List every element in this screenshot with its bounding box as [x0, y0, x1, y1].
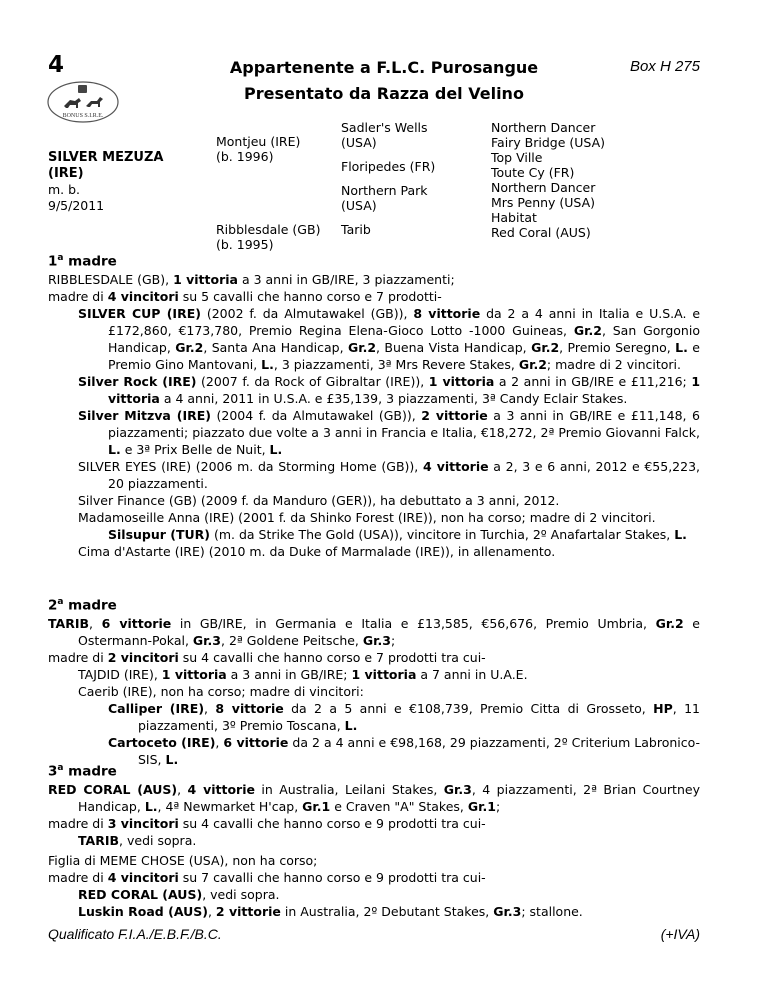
gen2-item: Northern Park: [341, 183, 428, 198]
gen2-item: Tarib: [341, 222, 371, 237]
gen3-item: Habitat: [491, 210, 537, 225]
horse-name-line1: SILVER MEZUZA: [48, 150, 164, 165]
dam-year: (b. 1995): [216, 237, 274, 252]
horse-info: [48, 150, 163, 214]
dam-name: Ribblesdale (GB): [216, 222, 321, 237]
footer-qualification: Qualificato F.I.A./E.B.F./B.C.: [48, 926, 222, 942]
presenter-title: Presentato da Razza del Velino: [244, 84, 524, 103]
gen3-item: Red Coral (AUS): [491, 225, 591, 240]
sire: [216, 134, 300, 164]
section-third-dam: 3$^a$ madre RED CORAL (AUS), 4 vittorie in Australia, Leilani Stakes, Gr.3, 4 piazzamenti, 2ª Brian Courtney Handicap, L., 4ª Newmarket H'cap, Gr.1 e Craven "A" Stakes, Gr.1; madre di 3 vincitori su 4 cavalli che hanno corso e 9 prodotti tra cui- TARIB, vedi sopra.: [48, 760, 700, 849]
horse-sex: m. b.: [48, 182, 81, 197]
footer-vat: (+IVA): [660, 926, 700, 942]
section-second-dam: 2$^a$ madre TARIB, 6 vittorie in GB/IRE, in Germania e Italia e £13,585, €56,676, Premio Umbria, Gr.2 e Ostermann-Pokal, Gr.3, 2ª Goldene Peitsche, Gr.3; madre di 2 vincitori su 4 cavalli che hanno corso e 7 prodotti tra cui- TAJDID (IRE), 1 vittoria a 3 anni in GB/IRE; 1 vittoria a 7 anni in U.A.E. Caerib (IRE), non ha corso; madre di vincitori: Calliper (IRE), 8 vittorie da 2 a 5 anni e €108,739, Premio Citta di Grosseto, HP, 11 piazzamenti, 3º Premio Toscana, L. Cartoceto (IRE), 6 vittorie da 2 a 4 anni e €98,168, 29 piazzamenti, 2º Criterium Labronico-SIS, L.: [48, 594, 700, 768]
gen2-item: (USA): [341, 135, 377, 150]
section-fourth-dam: Figlia di MEME CHOSE (USA), non ha corso; madre di 4 vincitori su 7 cavalli che hanno corso e 9 prodotti tra cui- RED CORAL (AUS), vedi sopra. Luskin Road (AUS), 2 vittorie in Australia, 2º Debutant Stakes, Gr.3; stallone.: [48, 853, 583, 919]
sire-name: Montjeu (IRE): [216, 134, 301, 149]
gen3: [491, 120, 605, 240]
gen3-item: Northern Dancer: [491, 180, 596, 195]
section-heading: 1$^a$ madre: [48, 253, 117, 270]
box-number: Box H 275: [629, 58, 700, 75]
gen2-item: (USA): [341, 198, 377, 213]
logo-text: BONUS S.I.R.E.: [62, 113, 104, 119]
sire-year: (b. 1996): [216, 149, 274, 164]
horse-name-line2: (IRE): [48, 166, 84, 181]
owner-title: Appartenente a F.L.C. Purosangue: [229, 58, 539, 77]
gen3-item: Northern Dancer: [491, 120, 596, 135]
gen3-item: Toute Cy (FR): [491, 165, 575, 180]
gen3-item: Fairy Bridge (USA): [491, 135, 606, 150]
dam: [216, 222, 320, 252]
section-heading: 2$^a$ madre: [48, 597, 117, 614]
gen2-item: Floripedes (FR): [341, 159, 436, 174]
section-first-dam: 1$^a$ madre RIBBLESDALE (GB), 1 vittoria a 3 anni in GB/IRE, 3 piazzamenti; madre di 4 vincitori su 5 cavalli che hanno corso e 7 prodotti- SILVER CUP (IRE) (2002 f. da Almutawakel (GB)), 8 vittorie da 2 a 4 anni in Italia e U.S.A. e £172,860, €173,780, Premio Regina Elena-Gioco Lotto -1000 Guineas, Gr.2, San Gorgonio Handicap, Gr.2, Santa Ana Handicap, Gr.2, Buena Vista Handicap, Gr.2, Premio Seregno, L. e Premio Gino Mantovani, L., 3 piazzamenti, 3ª Mrs Revere Stakes, Gr.2; madre di 2 vincitori. Silver Rock (IRE) (2007 f. da Rock of Gibraltar (IRE)), 1 vittoria a 2 anni in GB/IRE e £11,216; 1 vittoria a 4 anni, 2011 in U.S.A. e £35,139, 3 piazzamenti, 3ª Candy Eclair Stakes. Silver Mitzva (IRE) (2004 f. da Almutawakel (GB)), 2 vittorie a 3 anni in GB/IRE e £11,148, 6 piazzamenti; piazzato due volte a 3 anni in Francia e Italia, €18,272, 2ª Premio Giovanni Falck, L. e 3ª Prix Belle de Nuit, L. SILVER EYES (IRE) (2006 m. da Storming Home (GB)), 4 vittorie a 2, 3 e 6 anni, 2012 e €55,223, 20 piazzamenti. Silver Finance (GB) (2009 f. da Manduro (GER)), ha debuttato a 3 anni, 2012. Madamoseille Anna (IRE) (2001 f. da Shinko Forest (IRE)), non ha corso; madre di 2 vincitori. Silsupur (TUR) (m. da Strike The Gold (USA)), vincitore in Turchia, 2º Anafartalar Stakes, L. Cima d'Astarte (IRE) (2010 m. da Duke of Marmalade (IRE)), in allenamento.: [48, 250, 700, 560]
gen3-item: Top Ville: [491, 150, 543, 165]
gen2: [341, 120, 435, 237]
section-heading: 3$^a$ madre: [48, 763, 117, 780]
gen2-item: Sadler's Wells: [341, 120, 428, 135]
gen3-item: Mrs Penny (USA): [491, 195, 596, 210]
lot-number: 4: [48, 52, 65, 78]
horse-dob: 9/5/2011: [48, 198, 105, 213]
